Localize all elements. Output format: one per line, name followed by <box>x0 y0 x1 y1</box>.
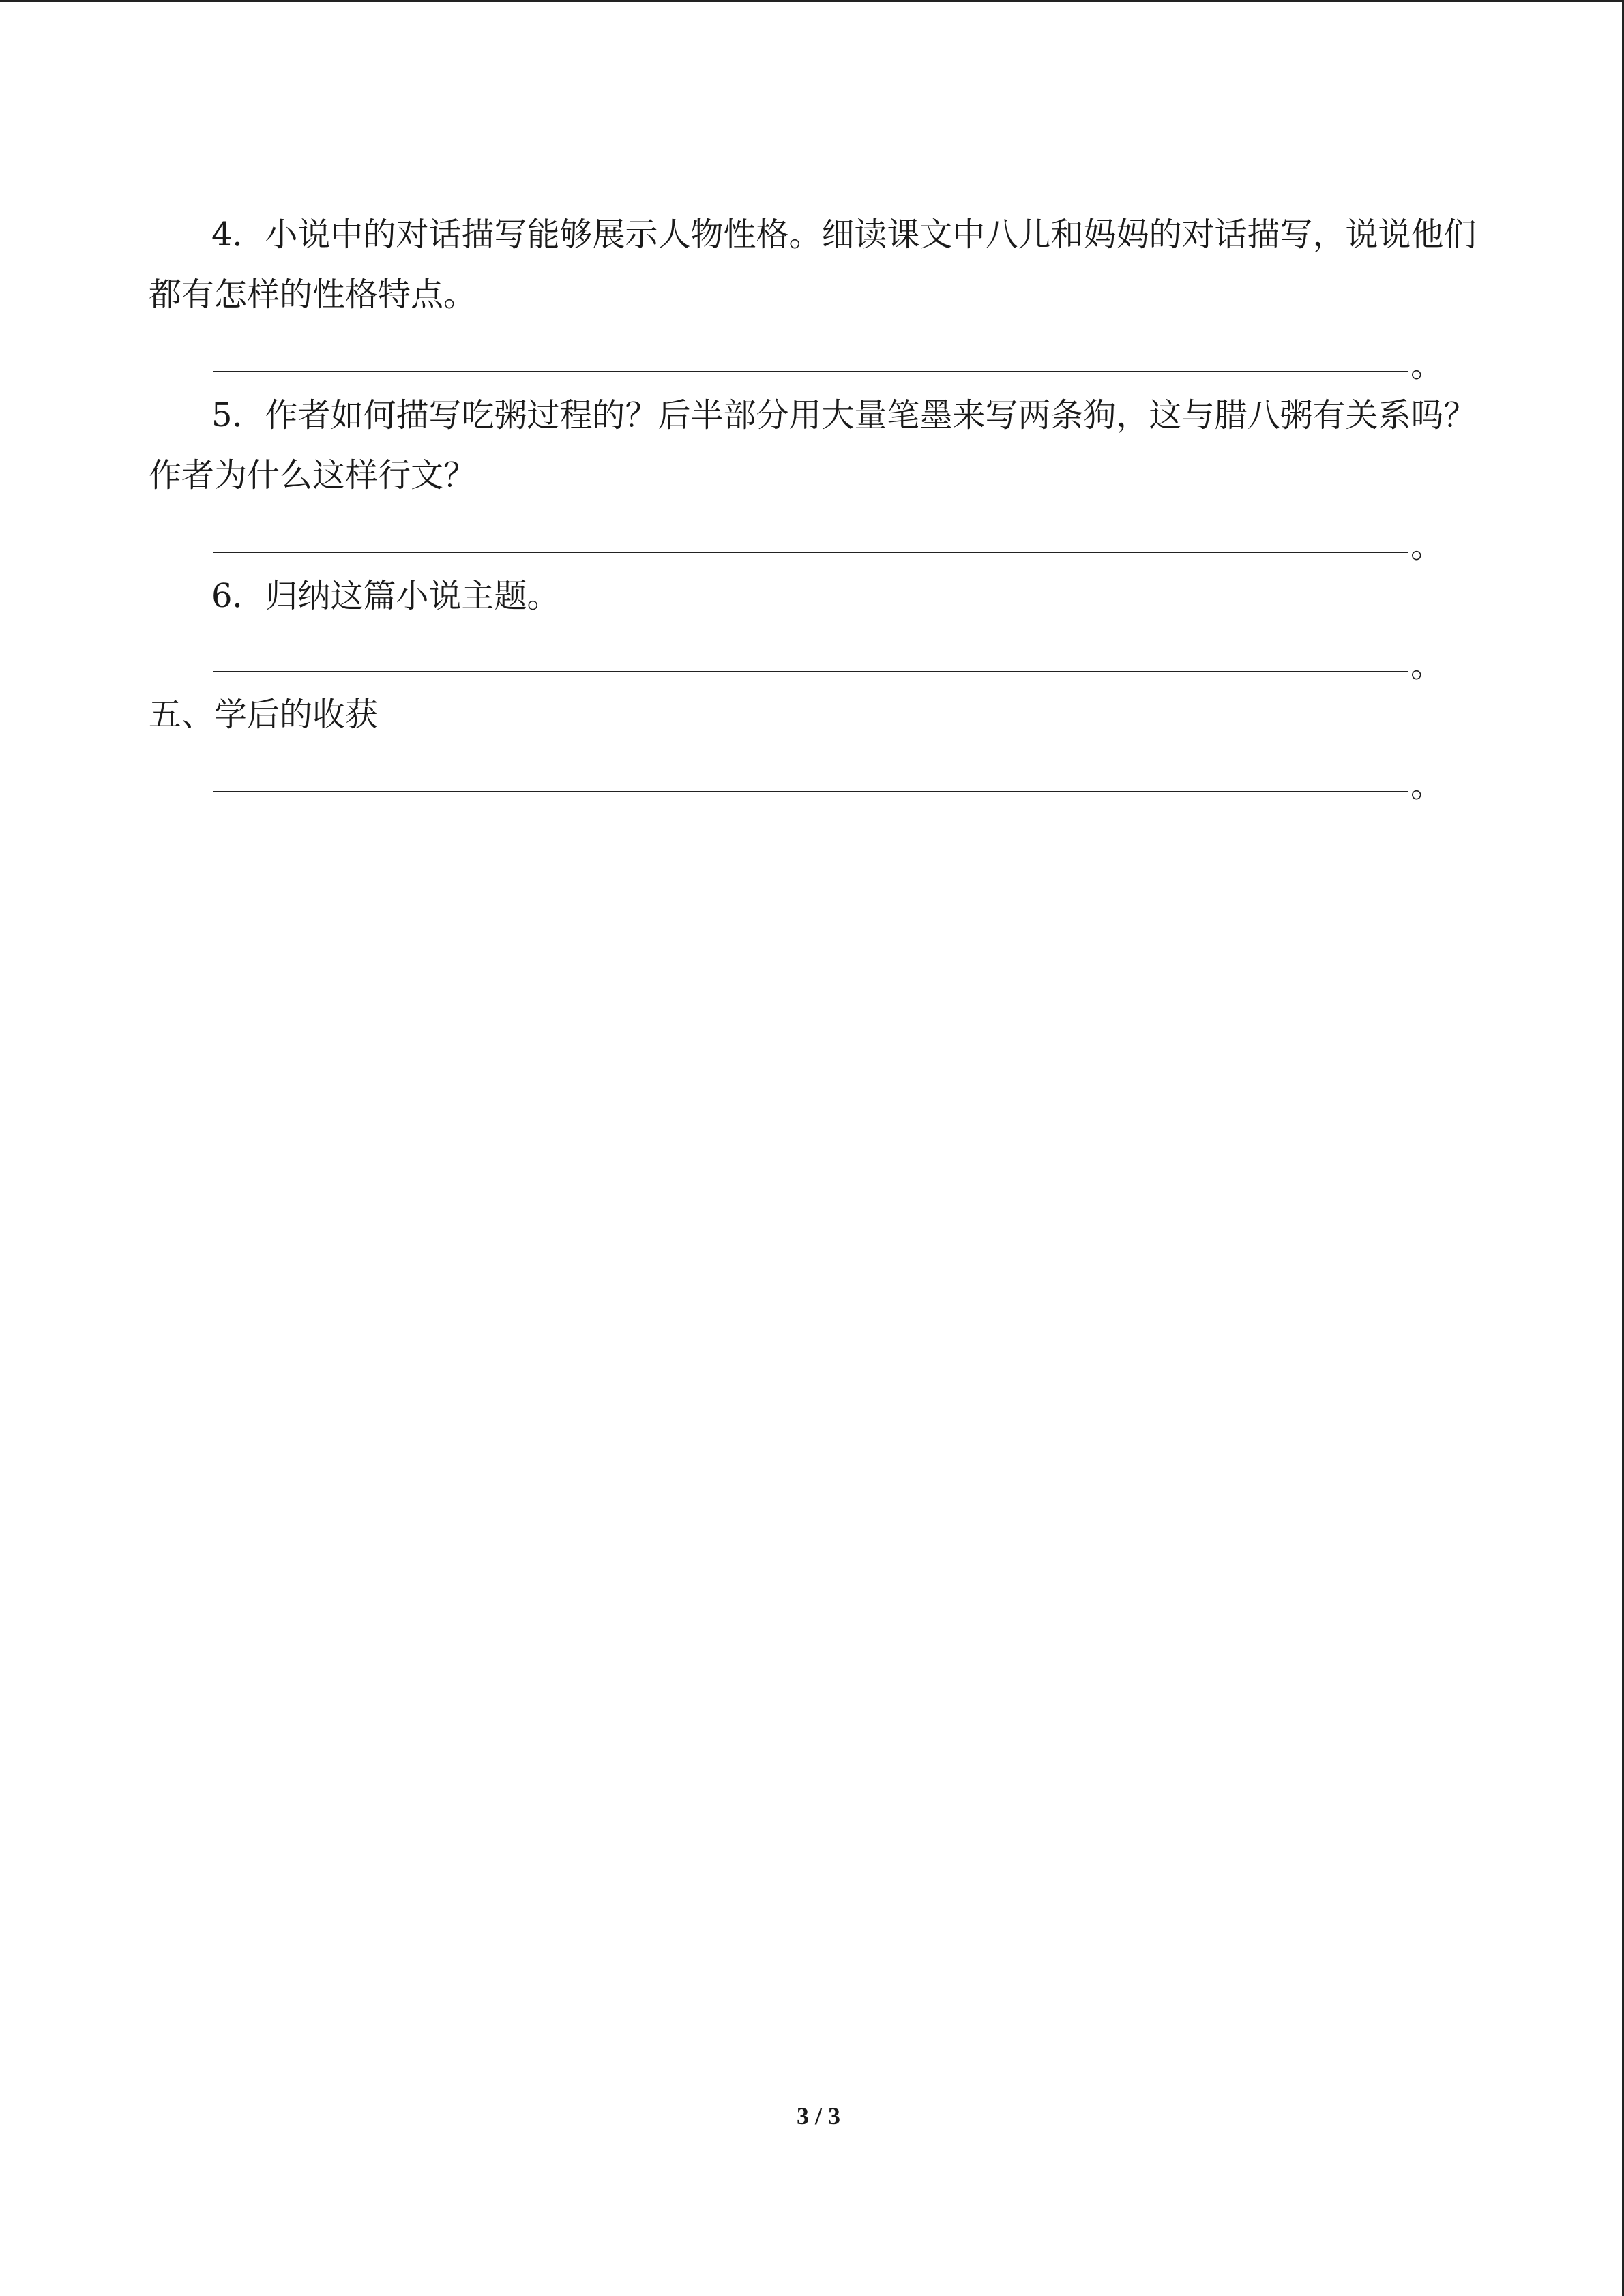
answer-period: 。 <box>1411 346 1444 385</box>
answer-line <box>213 671 1408 672</box>
question-6 <box>149 566 1482 626</box>
answer-period: 。 <box>1411 646 1444 685</box>
question-6-number: 6． <box>211 577 265 615</box>
question-5-number: 5． <box>211 396 265 434</box>
page-top-border <box>0 0 1624 2</box>
answer-line <box>213 371 1408 372</box>
answer-line <box>213 552 1408 553</box>
page-number: 3 / 3 <box>796 2102 840 2130</box>
question-4 <box>149 205 1482 325</box>
question-6-text: 归纳这篇小说主题。 <box>265 577 560 615</box>
question-5-text: 作者如何描写吃粥过程的？后半部分用大量笔墨来写两条狗，这与腊八粥有关系吗？作者为什么这样行文？ <box>149 396 1477 494</box>
question-4-number: 4． <box>211 215 265 254</box>
answer-period: 。 <box>1411 766 1444 805</box>
question-5 <box>149 385 1482 505</box>
answer-line <box>213 791 1408 792</box>
answer-period: 。 <box>1411 527 1444 565</box>
question-4-text: 小说中的对话描写能够展示人物性格。细读课文中八儿和妈妈的对话描写，说说他们都有怎样的性格特点。 <box>149 215 1477 314</box>
section-5-heading: 五、学后的收获 <box>149 696 379 734</box>
